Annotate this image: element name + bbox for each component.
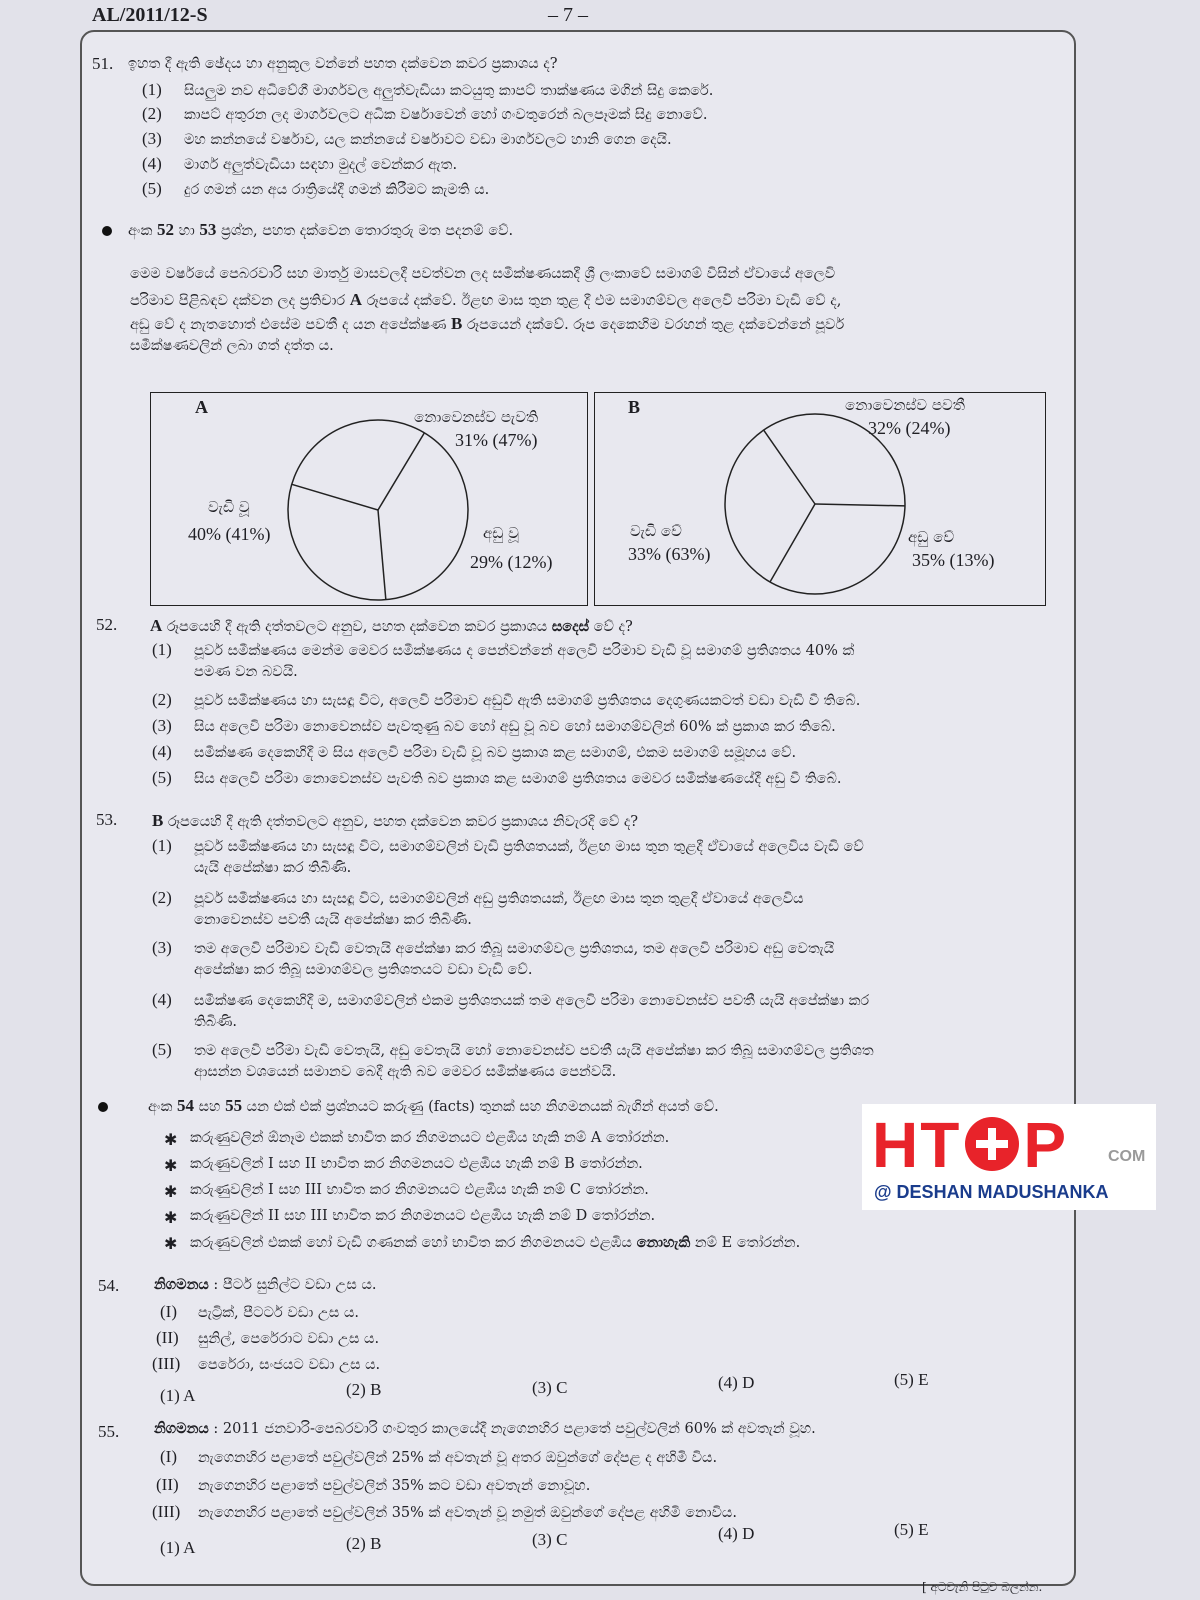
rule-d: කරුණුවලින් II සහ III භාවිත කර නිගමනයට එළඹිය හැකි නම් D තෝරන්න.	[190, 1208, 656, 1224]
asterisk-icon: ✱	[164, 1234, 178, 1253]
q53-option-4: (4) සමීක්ෂණ දෙකෙහිදී ම, සමාගම්වලින් එකම ප්‍රතිශතයක් තම අලෙවි පරිමා නොවෙනස්ව පවතී යැයි අපේක්ෂා කර	[152, 990, 870, 1009]
chart-a-slice-label-decreased: අඩු වූ	[483, 524, 519, 542]
q53-option-2: (2) පූර්ව සමීක්ෂණය හා සැසඳූ විට, සමාගම්වලින් අඩු ප්‍රතිශතයක්, ඊළඟ මාස තුන තුළදී ඒවායේ අලෙවිය	[152, 888, 804, 907]
q54-answer-2: (2) B	[346, 1380, 382, 1399]
q53-option-3: (3) තම අලෙවි පරිමාව වැඩි වෙතැයි අපේක්ෂා කර තිබූ සමාගම්වල ප්‍රතිශතය, තම අලෙවි පරිමාව අඩු වෙතැයි	[152, 938, 835, 957]
intro-paragraph-line-4: සමීක්ෂණවලින් ලබා ගත් දත්ත ය.	[130, 338, 334, 354]
chart-a-slice-label-unchanged: නොවෙනස්ව පැවති	[414, 408, 539, 426]
question-51-number: 51.	[92, 54, 114, 73]
q55-fact-3: (III) නැගෙනහිර පළාතේ පවුල්වලින් 35% ක් අවතැන් වූ නමුත් ඔවුන්ගේ දේපළ අහිමි නොවිය.	[152, 1502, 737, 1521]
q52-option-3: (3) සිය අලෙවි පරිමා නොවෙනස්ව පැවතුණු බව හෝ අඩු වූ බව හෝ සමාගම්වලින් 60% ක් ප්‍රකාශ කර තිබේ.	[152, 716, 836, 735]
intro-paragraph-line-1: මෙම වර්ෂයේ පෙබරවාරි සහ මාර්තු මාසවලදී පවත්වන ලද සමීක්ෂණයකදී ශ්‍රී ලංකාවේ සමාගම් විසින් ඒවායේ අලෙවි	[130, 266, 836, 282]
bullet-icon	[98, 1102, 108, 1112]
chart-b-slice-value-increased: 33% (63%)	[628, 544, 711, 564]
q54-answer-3: (3) C	[532, 1378, 568, 1397]
intro-paragraph-line-3: අඩු වේ ද නැතහොත් එසේම පවතී ද යන අපේක්ෂණ B රූපයෙන් දක්වේ. රූප දෙකෙහිම වරහන් තුළ දක්වෙන්නේ පූර්ව	[130, 314, 845, 333]
q55-answer-3: (3) C	[532, 1530, 568, 1549]
question-52-stem: A රූපයෙහි දී ඇති දත්තවලට අනුව, පහත දක්වෙන කවර ප්‍රකාශය සදෙස් වේ ද?	[150, 616, 633, 635]
rule-c: කරුණුවලින් I සහ III භාවිත කර නිගමනයට එළඹිය හැකි නම් C තෝරන්න.	[190, 1182, 649, 1198]
q51-option-1: (1) සියලුම නව අධිවේගී මාර්ගවල අලුත්වැඩියා කටයුතු කාපට් තාක්ෂණය මගින් සිදු කෙරේ.	[142, 80, 714, 99]
q55-answer-2: (2) B	[346, 1534, 382, 1553]
logo-text-right: P	[1023, 1109, 1068, 1181]
chart-a-slice-value-unchanged: 31% (47%)	[455, 430, 538, 450]
chart-b-slice-label-decreased: අඩු වේ	[908, 528, 955, 546]
q54-answer-5: (5) E	[894, 1370, 929, 1389]
question-52-number: 52.	[96, 615, 118, 634]
q55-answer-4: (4) D	[718, 1524, 755, 1543]
pie-b-slice-1-divider	[770, 504, 815, 582]
intro-52-53: අංක 52 හා 53 ප්‍රශ්න, පහත දක්වෙන තොරතුරු මත පදනම් වේ.	[128, 220, 514, 239]
question-53-number: 53.	[96, 810, 118, 829]
question-53-stem: B රූපයෙහි දී ඇති දත්තවලට අනුව, පහත දක්වෙන කවර ප්‍රකාශය නිවැරදි වේ ද?	[152, 811, 639, 830]
q52-option-1-cont: පමණ වන බවයි.	[194, 664, 298, 680]
q51-option-3: (3) මහ කන්නයේ වර්ෂාව, යල කන්නයේ වර්ෂාවට වඩා මාර්ගවලට හානි ගෙන දෙයි.	[142, 129, 672, 148]
q53-option-5-cont: ආසන්න වශයෙන් සමානව බෙදී ඇති බව මෙවර සමීක්ෂණය පෙන්වයි.	[194, 1064, 617, 1080]
pie-a-slice-2-divider	[292, 484, 378, 510]
footer-next-page: [ අටවැනි පිටුව බලන්න.	[922, 1580, 1043, 1594]
question-54-number: 54.	[98, 1276, 120, 1295]
q55-fact-2: (II) නැගෙනහිර පළාතේ පවුල්වලින් 35% කට වඩා අවතැන් නොවූහ.	[156, 1475, 591, 1494]
rule-a: කරුණුවලින් ඕනෑම එකක් භාවිත කර නිගමනයට එළඹිය හැකි නම් A තෝරන්න.	[190, 1130, 670, 1146]
q54-fact-1: (I) පැට්‍රික්, පීටර්ට වඩා උස ය.	[160, 1302, 359, 1321]
q53-option-3-cont: අපේක්ෂා කර තිබූ සමාගම්වල ප්‍රතිශතයට වඩා වැඩි වේ.	[194, 962, 533, 978]
pie-b-slice-3-divider	[815, 504, 905, 506]
paper-code: AL/2011/12-S	[92, 4, 208, 26]
pie-b-slice-2-divider	[764, 430, 815, 504]
q52-option-1: (1) පූර්ව සමීක්ෂණය මෙන්ම මෙවර සමීක්ෂණය ද පෙන්වන්නේ අලෙවි පරිමාව වැඩි වූ සමාගම් ප්‍රතිශතය 40% ක්	[152, 640, 855, 659]
q53-option-1-cont: යැයි අපේක්ෂා කර තිබිණි.	[194, 860, 352, 876]
chart-b-slice-value-unchanged: 32% (24%)	[868, 418, 951, 438]
logo-text-left: HT	[872, 1109, 962, 1181]
q54-answer-4: (4) D	[718, 1373, 755, 1392]
asterisk-icon: ✱	[164, 1156, 178, 1175]
q53-option-5: (5) තම අලෙවි පරිමා වැඩි වෙතැයි, අඩු වෙතැයි හෝ නොවෙනස්ව පවතී යැයි අපේක්ෂා කර තිබූ සමාගම්වල ප්‍රතිශත	[152, 1040, 874, 1059]
q52-option-4: (4) සමීක්ෂණ දෙකෙහිදී ම සිය අලෙවි පරිමා වැඩි වූ බව ප්‍රකාශ කළ සමාගම්, එකම සමාගම් සමූහය වේ.	[152, 742, 797, 761]
chart-b-slice-value-decreased: 35% (13%)	[912, 550, 995, 570]
q54-answer-1: (1) A	[160, 1386, 196, 1405]
q53-option-4-cont: තිබිණි.	[194, 1014, 238, 1030]
logo-author: @ DESHAN MADUSHANKA	[874, 1182, 1109, 1202]
q55-answer-1: (1) A	[160, 1538, 196, 1557]
intro-54-55: අංක 54 සහ 55 යන එක් එක් ප්‍රශ්නයට කරුණු (facts) තුනක් සහ නිගමනයක් බැගින් අයත් වේ.	[148, 1096, 719, 1115]
rule-b: කරුණුවලින් I සහ II භාවිත කර නිගමනයට එළඹිය හැකි නම් B තෝරන්න.	[190, 1156, 643, 1172]
logo-com: COM	[1108, 1148, 1146, 1165]
question-54-conclusion: නිගමනය : පීටර් සුනිල්ට වඩා උස ය.	[154, 1276, 377, 1293]
q52-option-2: (2) පූර්ව සමීක්ෂණය හා සැසඳූ විට, අලෙවි පරිමාව අඩුවී ඇති සමාගම් ප්‍රතිශතය දෙගුණයකටත් වඩා වැඩි වී තිබේ.	[152, 690, 861, 709]
chart-a-slice-label-increased: වැඩි වූ	[208, 498, 250, 516]
page-number: – 7 –	[548, 4, 588, 26]
q51-option-5: (5) දුර ගමන් යන අය රාත්‍රියේදී ගමන් කිරීමට කැමති ය.	[142, 179, 490, 198]
q54-fact-3: (III) පෙරේරා, සංජයට වඩා උස ය.	[152, 1354, 381, 1373]
pie-a-slice-1-divider	[378, 510, 386, 600]
question-51-stem: ඉහත දී ඇති ඡේදය හා අනුකූල වන්නේ පහත දක්වෙන කවර ප්‍රකාශය ද?	[128, 56, 558, 72]
asterisk-icon: ✱	[164, 1208, 178, 1227]
q55-answer-5: (5) E	[894, 1520, 929, 1539]
chart-a-title: A	[195, 397, 208, 417]
q55-fact-1: (I) නැගෙනහිර පළාතේ පවුල්වලින් 25% ක් අවතැන් වූ අතර ඔවුන්ගේ දේපළ ද අහිමි විය.	[160, 1447, 718, 1466]
q53-option-2-cont: නොවෙනස්ව පවතී යැයි අපේක්ෂා කර තිබිණි.	[194, 912, 472, 928]
chart-b-slice-label-increased: වැඩි වේ	[630, 522, 682, 540]
asterisk-icon: ✱	[164, 1130, 178, 1149]
chart-b-slice-label-unchanged: නොවෙනස්ව පවතී	[845, 396, 965, 414]
watermark-logo	[862, 1104, 1156, 1210]
chart-b-title: B	[628, 397, 641, 417]
asterisk-icon: ✱	[164, 1182, 178, 1201]
pie-a-slice-3-divider	[378, 433, 424, 510]
chart-a-slice-value-decreased: 29% (12%)	[470, 552, 553, 572]
intro-paragraph-line-2: පරිමාව පිළිබඳව දක්වන ලද ප්‍රතිචාර A රූපයේ දක්වේ. ඊළඟ මාස තුන තුළ දී එම සමාගම්වල අලෙවි පරිමා වැඩි වේ ද,	[130, 290, 842, 309]
q53-option-1: (1) පූර්ව සමීක්ෂණය හා සැසඳූ විට, සමාගම්වලින් වැඩි ප්‍රතිශතයක්, ඊළඟ මාස තුන තුළදී ඒවායේ අලෙවිය වැඩි වේ	[152, 836, 864, 855]
q54-fact-2: (II) සුනිල්, පෙරේරාට වඩා උස ය.	[156, 1328, 380, 1347]
q51-option-2: (2) කාපට් අතුරන ලද මාර්ගවලට අධික වර්ෂාවෙන් හෝ ගංවතුරෙන් බලපෑමක් සිදු නොවේ.	[142, 104, 708, 123]
chart-a-slice-value-increased: 40% (41%)	[188, 524, 271, 544]
question-55-number: 55.	[98, 1422, 120, 1441]
plus-circle-icon	[965, 1117, 1019, 1171]
question-55-conclusion: නිගමනය : 2011 ජනවාරි-පෙබරවාරි ගංවතුර කාලයේදී නැගෙනහිර පළාතේ පවුල්වලින් 60% ක් අවතැන් වූහ.	[154, 1420, 816, 1437]
rule-e: කරුණුවලින් එකක් හෝ වැඩි ගණනක් හෝ භාවිත කර නිගමනයට එළඹිය නොහැකි නම් E තෝරන්න.	[190, 1234, 801, 1251]
q51-option-4: (4) මාර්ග අලුත්වැඩියා සඳහා මුදල් වෙන්කර ඇත.	[142, 154, 458, 173]
q52-option-5: (5) සිය අලෙවි පරිමා නොවෙනස්ව පැවති බව ප්‍රකාශ කළ සමාගම් ප්‍රතිශතය මෙවර සමීක්ෂණයේදී අඩු වී තිබේ.	[152, 768, 842, 787]
